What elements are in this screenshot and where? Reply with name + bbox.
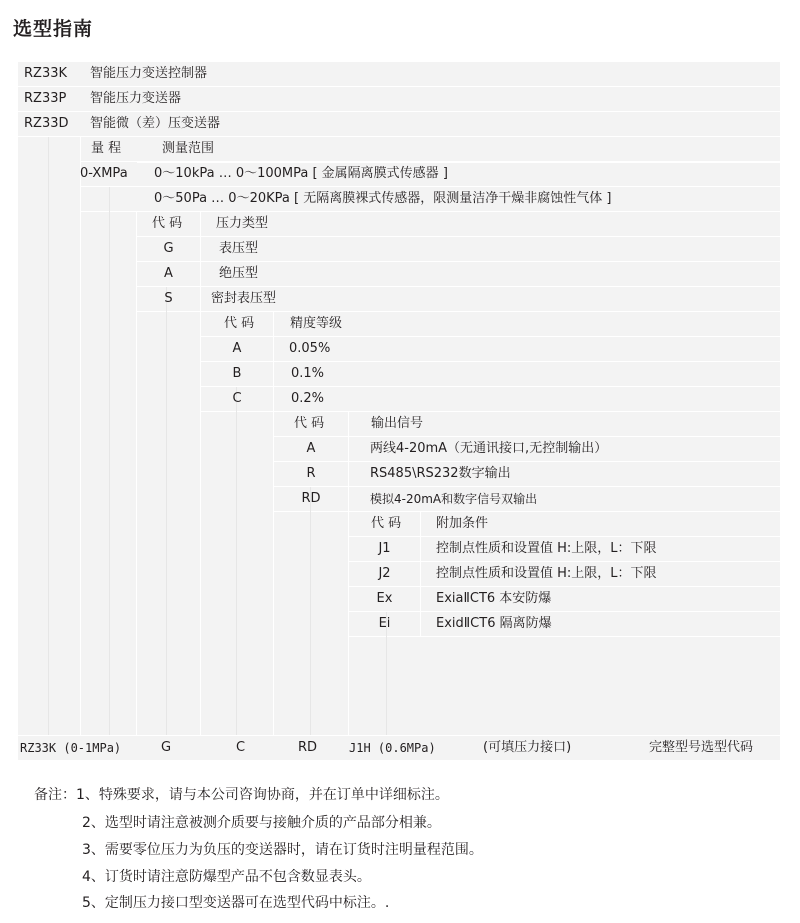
- note-line: 备注：1、特殊要求，请与本公司咨询协商，并在订单中详细标注。: [34, 787, 449, 803]
- output-head-desc: 输出信号: [371, 416, 424, 431]
- row-band: [201, 362, 780, 386]
- extra-head-code: 代 码: [371, 516, 402, 531]
- pressure-code: S: [164, 291, 173, 306]
- row-band: [274, 462, 780, 486]
- output-desc: RS485\RS232数字输出: [370, 466, 511, 481]
- separator: [420, 512, 421, 636]
- extra-code: J2: [378, 566, 391, 581]
- accuracy-code: B: [232, 366, 242, 381]
- range-line-1: 0～10kPa … 0～100MPa [ 金属隔离膜式传感器 ]: [154, 166, 448, 181]
- separator: [137, 162, 780, 163]
- output-code: A: [306, 441, 316, 456]
- accuracy-desc: 0.2%: [291, 391, 325, 406]
- connector-line: [236, 387, 237, 735]
- column-band: [201, 412, 273, 735]
- extra-code: J1: [378, 541, 391, 556]
- accuracy-head-desc: 精度等级: [290, 316, 343, 331]
- model-desc: 智能压力变送控制器: [90, 66, 208, 81]
- row-band: [201, 387, 780, 411]
- row-band: [201, 312, 780, 336]
- extra-desc: 控制点性质和设置值 H:上限，L：下限: [436, 541, 657, 556]
- separator: [200, 212, 201, 311]
- range-head-code: 量 程: [91, 141, 122, 156]
- pressure-desc: 绝压型: [219, 266, 259, 281]
- example-accuracy: C: [236, 740, 246, 755]
- note-line: 2、选型时请注意被测介质要与接触介质的产品部分相兼。: [82, 815, 441, 831]
- pressure-desc: 密封表压型: [211, 291, 277, 306]
- pressure-desc: 表压型: [219, 241, 259, 256]
- example-output: RD: [298, 740, 318, 755]
- pressure-code: G: [163, 241, 174, 256]
- model-desc: 智能微（差）压变送器: [90, 116, 221, 131]
- separator: [348, 412, 349, 511]
- extra-desc: ExidⅡCT6 隔离防爆: [436, 616, 552, 631]
- pressure-code: A: [164, 266, 173, 281]
- pressure-head-code: 代 码: [152, 216, 183, 231]
- column-band: [18, 137, 80, 735]
- extra-code: Ex: [376, 591, 393, 606]
- range-code: 0-XMPa: [80, 166, 128, 181]
- model-code: RZ33P: [24, 91, 67, 106]
- example-model: RZ33K (0-1MPa): [20, 741, 122, 755]
- note-line: 3、需要零位压力为负压的变送器时，请在订货时注明量程范围。: [82, 842, 483, 858]
- row-band: [201, 337, 780, 361]
- accuracy-code: A: [232, 341, 242, 356]
- pressure-head-desc: 压力类型: [216, 216, 269, 231]
- output-head-code: 代 码: [294, 416, 325, 431]
- connector-line: [48, 137, 49, 735]
- connector-line: [310, 487, 311, 735]
- output-desc: 两线4-20mA（无通讯接口,无控制输出）: [370, 441, 608, 456]
- column-band: [274, 512, 348, 735]
- output-desc: 模拟4-20mA和数字信号双输出: [370, 492, 538, 506]
- row-band: [349, 512, 780, 536]
- accuracy-head-code: 代 码: [224, 316, 255, 331]
- column-band: [349, 637, 780, 735]
- row-band: [274, 412, 780, 436]
- extra-code: Ei: [378, 616, 391, 631]
- model-code: RZ33K: [24, 66, 68, 81]
- accuracy-desc: 0.1%: [291, 366, 325, 381]
- accuracy-desc: 0.05%: [289, 341, 331, 356]
- connector-line: [166, 287, 167, 735]
- example-type: G: [161, 740, 172, 755]
- connector-line: [109, 187, 110, 735]
- range-line-2: 0～50Pa … 0～20KPa [ 无隔离膜裸式传感器，限测量洁净干燥非腐蚀性气体 ]: [154, 191, 612, 206]
- model-code: RZ33D: [24, 116, 69, 131]
- example-extra: J1H (0.6MPa): [349, 741, 436, 755]
- extra-desc: 控制点性质和设置值 H:上限，L：下限: [436, 566, 657, 581]
- example-port: (可填压力接口): [483, 740, 572, 755]
- range-head-desc: 测量范围: [162, 141, 215, 156]
- note-line: 4、订货时请注意防爆型产品不包含数显表头。: [82, 869, 371, 885]
- model-desc: 智能压力变送器: [90, 91, 182, 106]
- output-code: R: [306, 466, 316, 481]
- separator: [273, 312, 274, 411]
- example-label: 完整型号选型代码: [649, 740, 754, 755]
- accuracy-code: C: [232, 391, 242, 406]
- extra-desc: ExiaⅡCT6 本安防爆: [436, 591, 552, 606]
- page-title: 选型指南: [13, 18, 94, 40]
- output-code: RD: [301, 491, 321, 506]
- note-line: 5、定制压力接口型变送器可在选型代码中标注。.: [82, 895, 390, 911]
- extra-head-desc: 附加条件: [436, 516, 489, 531]
- column-band: [137, 312, 200, 735]
